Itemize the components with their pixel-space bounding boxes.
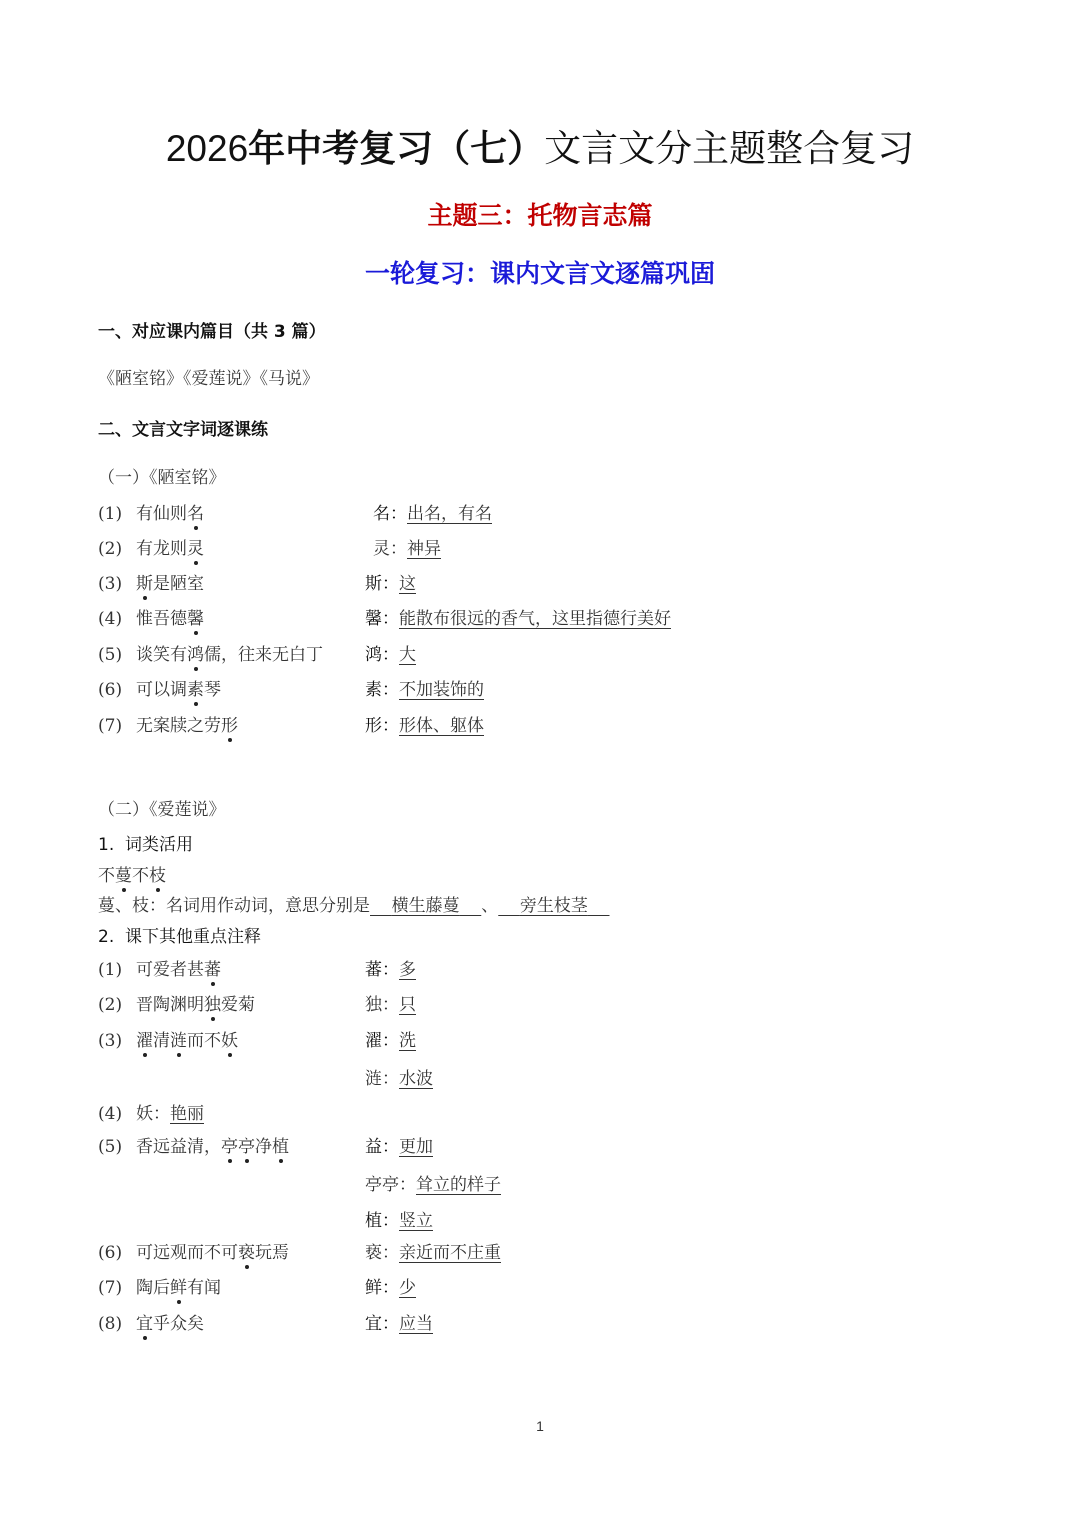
part1-item-2: (2) 有龙则灵 [98,539,204,559]
part1-answer-1: 名：出名，有名 [373,504,492,524]
part1-item-4: (4) 惟吾德馨 [98,609,204,629]
sub2-answer-1: 蕃：多 [365,960,416,980]
sub2-answer-2: 独：只 [365,995,416,1015]
part2-title: （二）《爱莲说》 [98,800,226,820]
part1-answer-6: 素：不加装饰的 [365,680,484,700]
key-char: 灵 [187,539,204,559]
key-char: 宜 [136,1314,153,1334]
answer-blank-1: 横生藤蔓 [391,896,460,916]
sub2-answer-6: 亵：亲近而不庄重 [365,1243,501,1263]
key-char: 妖 [221,1031,238,1051]
title-year: 2026 [165,128,249,169]
key-char: 馨 [187,609,204,629]
section1-heading: 一、对应课内篇目（共 3 篇） [98,322,326,342]
page-number: 1 [536,1418,544,1434]
key-char: 涟 [170,1031,187,1051]
part1-item-5: (5) 谈笑有鸿儒，往来无白丁 [98,645,323,665]
title-bold-part: 年中考复习（七） [248,127,545,170]
sub2-answer-8: 宜：应当 [365,1314,433,1334]
sub2-item-2: (2) 晋陶渊明独爱菊 [98,995,255,1015]
sub2-item-5: (5) 香远益清，亭亭净植 [98,1137,289,1157]
sub1-explain: 蔓、枝：名词用作动词，意思分别是 横生藤蔓 、 旁生枝茎 [98,891,610,916]
key-char: 独 [204,995,221,1015]
section2-heading: 二、文言文字词逐课练 [98,420,268,440]
theme-subtitle: 主题三：托物言志篇 [427,201,653,230]
part1-item-6: (6) 可以调素琴 [98,680,221,700]
part1-answer-3: 斯：这 [365,574,416,594]
key-char: 枝 [149,866,166,886]
key-char: 亭 [221,1137,238,1157]
sub2-item-4: (4) 妖：艳丽 [98,1104,204,1124]
document-title [0,118,1080,172]
part1-answer-5: 鸿：大 [365,645,416,665]
sub2-item-1: (1) 可爱者甚蕃 [98,960,221,980]
sub2-item-6: (6) 可远观而不可亵玩焉 [98,1243,289,1263]
key-char: 濯 [136,1031,153,1051]
part1-title: （一）《陋室铭》 [98,468,226,488]
sub2-answer-5a: 益：更加 [365,1137,433,1157]
key-char: 植 [272,1137,289,1157]
key-char: 形 [221,716,238,736]
round-subtitle: 一轮复习：课内文言文逐篇巩固 [364,259,715,288]
part1-answer-7: 形：形体、躯体 [365,716,484,736]
key-char: 斯 [136,574,153,594]
key-char: 鲜 [170,1278,187,1298]
title-rest: 文言文分主题整合复习 [544,127,915,170]
sub2-answer-3b: 涟：水波 [365,1069,433,1089]
sub2-answer-7: 鲜：少 [365,1278,416,1298]
sub2-item-3: (3) 濯清涟而不妖 [98,1031,238,1051]
key-char: 名 [187,504,204,524]
sub2-item-8: (8) 宜乎众矣 [98,1314,204,1334]
part1-answer-2: 灵：神异 [373,539,441,559]
key-char: 素 [187,680,204,700]
answer-blank-2: 旁生枝茎 [519,896,588,916]
section1-works: 《陋室铭》《爱莲说》《马说》 [98,369,319,389]
key-char: 亭 [238,1137,255,1157]
part1-item-7: (7) 无案牍之劳形 [98,716,238,736]
key-char: 蕃 [204,960,221,980]
sub2-answer-3a: 濯：洗 [365,1031,416,1051]
sub1-heading: 1. 词类活用 [98,835,194,855]
sub2-heading: 2. 课下其他重点注释 [98,927,262,947]
key-char: 鸿 [187,645,204,665]
key-char: 蔓 [115,866,132,886]
part1-item-3: (3) 斯是陋室 [98,574,204,594]
key-char: 亵 [238,1243,255,1263]
sub2-answer-5c: 植：竖立 [365,1211,433,1231]
sub2-item-7: (7) 陶后鲜有闻 [98,1278,221,1298]
sub2-answer-5b: 亭亭：耸立的样子 [365,1175,501,1195]
part1-answer-4: 馨：能散布很远的香气，这里指德行美好 [365,609,671,629]
part1-item-1: (1) 有仙则名 [98,504,204,524]
sub1-phrase: 不蔓不枝 [98,866,166,886]
